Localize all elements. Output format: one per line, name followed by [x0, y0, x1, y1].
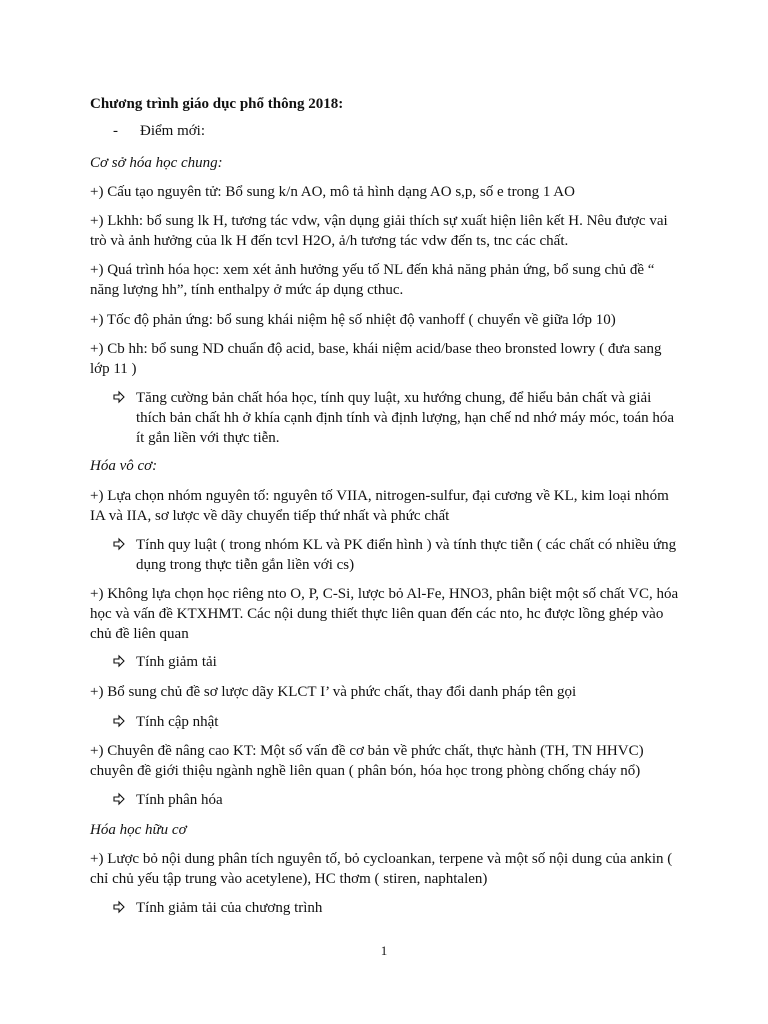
- paragraph-chemical-process: +) Quá trình hóa học: xem xét ảnh hưởng yếu tố NL đến khả năng phản ứng, bổ sung chủ đề “ năng lượng hh”, tính enthalpy ở mức áp dụng cthuc.: [90, 262, 655, 298]
- arrow-bullet-item: [113, 388, 683, 448]
- arrow-bullet-text: Tăng cường bản chất hóa học, tính quy luật, xu hướng chung, để hiểu bản chất và giải thích bản chất hh ở khía cạnh định tính và định lượng, hạn chế nd nhớ máy móc, toán hóa ít gắn liền với thực tiễn.: [136, 390, 675, 446]
- arrow-bullet-text: Tính phân hóa: [136, 792, 223, 808]
- arrow-bullet-text: Tính giảm tải của chương trình: [136, 900, 323, 916]
- arrow-bullet-icon: [113, 390, 125, 404]
- new-points-label: Điểm mới:: [140, 123, 206, 139]
- paragraph-transition-series: +) Bổ sung chủ đề sơ lược dãy KLCT I’ và phức chất, thay đổi danh pháp tên gọi: [90, 684, 577, 700]
- arrow-bullet-icon: [113, 714, 125, 728]
- paragraph-atomic-structure: +) Cấu tạo nguyên tử: Bổ sung k/n AO, mô tả hình dạng AO s,p, số e trong 1 AO: [90, 184, 575, 200]
- paragraph-element-groups: +) Lựa chọn nhóm nguyên tố: nguyên tố VIIA, nitrogen-sulfur, đại cương về KL, kim loại nhóm IA và IIA, sơ lược về dãy chuyển tiếp thứ nhất và phức chất: [90, 488, 669, 524]
- arrow-bullet-icon: [113, 792, 125, 806]
- paragraph-not-selected: +) Không lựa chọn học riêng nto O, P, C-Si, lược bỏ Al-Fe, HNO3, phân biệt một số chất VC, hóa học và vấn đề KTXHMT. Các nội dung thiết thực liên quan đến các nto, hc được lồng ghép vào chủ đề liên quan: [90, 586, 679, 642]
- dash-bullet: -: [113, 123, 118, 139]
- arrow-bullet-item: [113, 652, 683, 672]
- paragraph-advanced-topics: +) Chuyên đề nâng cao KT: Một số vấn đề cơ bản về phức chất, thực hành (TH, TN HHVC) chuyên đề giới thiệu ngành nghề liên quan ( phân bón, hóa học trong phòng chống cháy nổ): [90, 743, 644, 779]
- arrow-bullet-text: Tính giảm tải: [136, 654, 217, 670]
- page-number: 1: [380, 943, 388, 958]
- arrow-bullet-item: [113, 535, 683, 575]
- arrow-bullet-item: [113, 898, 683, 918]
- section-heading-organic: Hóa học hữu cơ: [90, 822, 187, 838]
- paragraph-reaction-rate: +) Tốc độ phản ứng: bổ sung khái niệm hệ số nhiệt độ vanhoff ( chuyển về giữa lớp 10): [90, 312, 616, 328]
- paragraph-chemical-bond: +) Lkhh: bổ sung lk H, tương tác vdw, vận dụng giải thích sự xuất hiện liên kết H. Nêu được vai trò và ảnh hưởng của lk H đến tcvl H2O, ả/h tương tác vdw đến ts, tnc các chất.: [90, 213, 668, 249]
- arrow-bullet-text: Tính cập nhật: [136, 714, 219, 730]
- arrow-bullet-text: Tính quy luật ( trong nhóm KL và PK điển hình ) và tính thực tiễn ( các chất có nhiều ứng dụng trong thực tiễn gắn liền với cs): [136, 537, 677, 573]
- arrow-bullet-icon: [113, 900, 125, 914]
- paragraph-equilibrium: +) Cb hh: bổ sung ND chuẩn độ acid, base, khái niệm acid/base theo bronsted lowry ( đưa sang lớp 11 ): [90, 341, 662, 377]
- section-heading-general-chemistry: Cơ sở hóa học chung:: [90, 155, 223, 171]
- paragraph-organic-reduction: +) Lược bỏ nội dung phân tích nguyên tố, bỏ cycloankan, terpene và một số nội dung của ankin ( chỉ chủ yếu tập trung vào acetylene), HC thơm ( stiren, naphtalen): [90, 851, 673, 887]
- arrow-bullet-item: [113, 790, 683, 810]
- arrow-bullet-item: [113, 712, 683, 732]
- arrow-bullet-icon: [113, 537, 125, 551]
- arrow-bullet-icon: [113, 654, 125, 668]
- section-heading-inorganic: Hóa vô cơ:: [90, 458, 158, 474]
- document-title: Chương trình giáo dục phổ thông 2018:: [90, 96, 344, 112]
